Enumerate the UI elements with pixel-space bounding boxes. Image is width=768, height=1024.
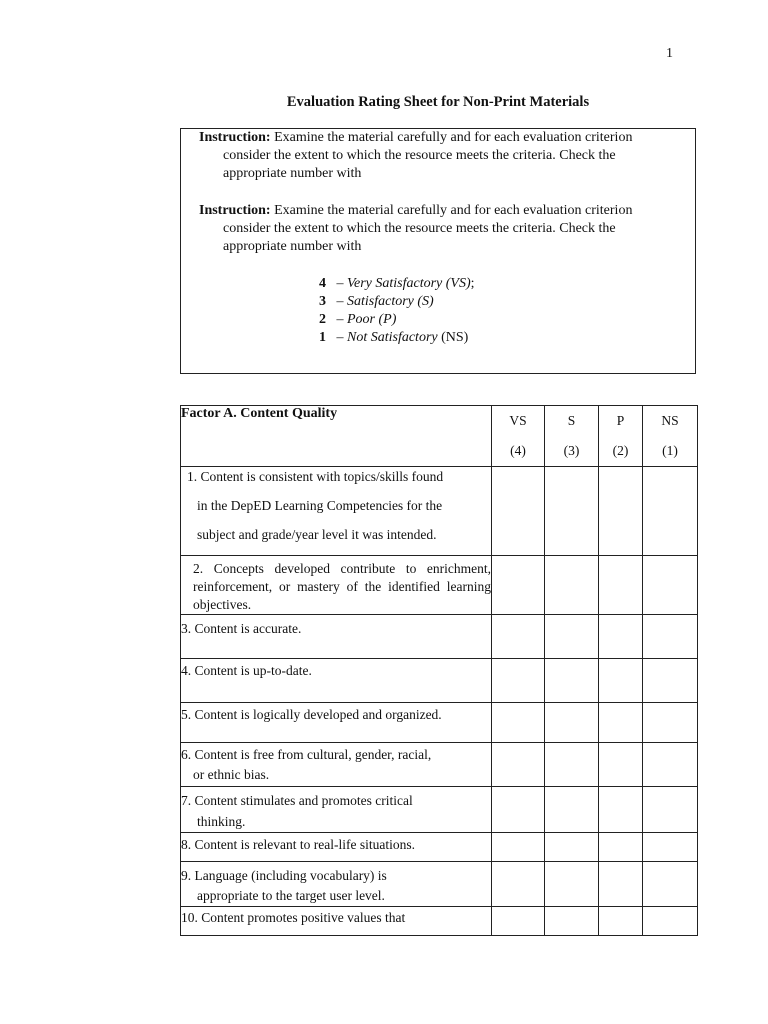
rating-checkbox-vs[interactable] <box>492 787 545 833</box>
scale-item: 1 – Not Satisfactory (NS) <box>319 330 469 345</box>
column-header-s: S (3) <box>545 406 599 467</box>
instruction-box <box>180 128 696 374</box>
rating-checkbox-s[interactable] <box>545 833 599 862</box>
rating-checkbox-ns[interactable] <box>643 862 698 907</box>
rating-checkbox-p[interactable] <box>599 703 643 743</box>
rating-checkbox-vs[interactable] <box>492 615 545 659</box>
table-row <box>181 659 698 703</box>
table-row <box>181 833 698 862</box>
scale-item: 3 – Satisfactory (S) <box>319 294 434 309</box>
rating-scale <box>319 275 475 347</box>
instruction-text-line-2: consider the extent to which the resource meets the criteria. Check the <box>223 221 616 236</box>
rating-checkbox-p[interactable] <box>599 615 643 659</box>
rating-checkbox-vs[interactable] <box>492 467 545 556</box>
rating-checkbox-s[interactable] <box>545 556 599 615</box>
rating-checkbox-s[interactable] <box>545 743 599 787</box>
rating-checkbox-vs[interactable] <box>492 659 545 703</box>
criterion-cell: 10. Content promotes positive values that <box>181 907 492 936</box>
rating-checkbox-p[interactable] <box>599 787 643 833</box>
rating-checkbox-s[interactable] <box>545 703 599 743</box>
rating-checkbox-p[interactable] <box>599 833 643 862</box>
table-row <box>181 467 698 556</box>
table-row <box>181 703 698 743</box>
rating-checkbox-vs[interactable] <box>492 556 545 615</box>
instruction-text-line-3: appropriate number with <box>223 239 362 254</box>
instruction-paragraph-1 <box>199 129 680 183</box>
table-row <box>181 615 698 659</box>
rating-checkbox-s[interactable] <box>545 862 599 907</box>
rating-checkbox-p[interactable] <box>599 743 643 787</box>
rating-checkbox-p[interactable] <box>599 467 643 556</box>
rating-checkbox-vs[interactable] <box>492 862 545 907</box>
rating-checkbox-ns[interactable] <box>643 467 698 556</box>
rating-checkbox-p[interactable] <box>599 862 643 907</box>
scale-item: 2 – Poor (P) <box>319 312 397 327</box>
rating-checkbox-s[interactable] <box>545 615 599 659</box>
instruction-label: Instruction: <box>199 130 271 145</box>
criterion-cell: 1. Content is consistent with topics/skills found in the DepED Learning Competencies for the subject and grade/year level it was intended. <box>181 467 492 556</box>
rating-checkbox-s[interactable] <box>545 467 599 556</box>
table-row <box>181 907 698 936</box>
instruction-label: Instruction: <box>199 203 271 218</box>
page-number: 1 <box>666 46 673 61</box>
rating-checkbox-ns[interactable] <box>643 743 698 787</box>
rating-checkbox-p[interactable] <box>599 907 643 936</box>
rating-checkbox-ns[interactable] <box>643 833 698 862</box>
criterion-cell: 3. Content is accurate. <box>181 615 492 659</box>
factor-heading: Factor A. Content Quality <box>181 406 492 467</box>
rating-checkbox-ns[interactable] <box>643 615 698 659</box>
rating-checkbox-vs[interactable] <box>492 743 545 787</box>
table-row <box>181 787 698 833</box>
rating-checkbox-vs[interactable] <box>492 833 545 862</box>
instruction-text-line-2: consider the extent to which the resource meets the criteria. Check the <box>223 148 616 163</box>
criterion-cell: 4. Content is up-to-date. <box>181 659 492 703</box>
criterion-cell: 7. Content stimulates and promotes critical thinking. <box>181 787 492 833</box>
instruction-text-line-1: Examine the material carefully and for each evaluation criterion <box>274 130 633 145</box>
instruction-text-line-3: appropriate number with <box>223 166 362 181</box>
column-header-ns: NS (1) <box>643 406 698 467</box>
rating-checkbox-vs[interactable] <box>492 703 545 743</box>
criterion-cell: 5. Content is logically developed and organized. <box>181 703 492 743</box>
rating-checkbox-ns[interactable] <box>643 907 698 936</box>
rating-checkbox-vs[interactable] <box>492 907 545 936</box>
rating-checkbox-s[interactable] <box>545 787 599 833</box>
rating-checkbox-s[interactable] <box>545 907 599 936</box>
rating-checkbox-p[interactable] <box>599 556 643 615</box>
table-header-row <box>181 406 698 467</box>
criterion-cell: 8. Content is relevant to real-life situations. <box>181 833 492 862</box>
criterion-cell: 2. Concepts developed contribute to enrichment, reinforcement, or mastery of the identified learning objectives. <box>181 556 492 615</box>
instruction-text-line-1: Examine the material carefully and for each evaluation criterion <box>274 203 633 218</box>
criterion-cell: 6. Content is free from cultural, gender, racial, or ethnic bias. <box>181 743 492 787</box>
rating-checkbox-ns[interactable] <box>643 659 698 703</box>
column-header-p: P (2) <box>599 406 643 467</box>
rating-checkbox-ns[interactable] <box>643 556 698 615</box>
rating-table <box>180 405 698 936</box>
table-row <box>181 743 698 787</box>
rating-checkbox-s[interactable] <box>545 659 599 703</box>
table-row <box>181 862 698 907</box>
column-header-vs: VS (4) <box>492 406 545 467</box>
rating-checkbox-ns[interactable] <box>643 703 698 743</box>
table-row <box>181 556 698 615</box>
criterion-cell: 9. Language (including vocabulary) is appropriate to the target user level. <box>181 862 492 907</box>
scale-item: 4 – Very Satisfactory (VS); <box>319 276 475 291</box>
rating-checkbox-p[interactable] <box>599 659 643 703</box>
page-title: Evaluation Rating Sheet for Non-Print Materials <box>286 94 590 110</box>
instruction-paragraph-2 <box>199 202 680 256</box>
rating-checkbox-ns[interactable] <box>643 787 698 833</box>
